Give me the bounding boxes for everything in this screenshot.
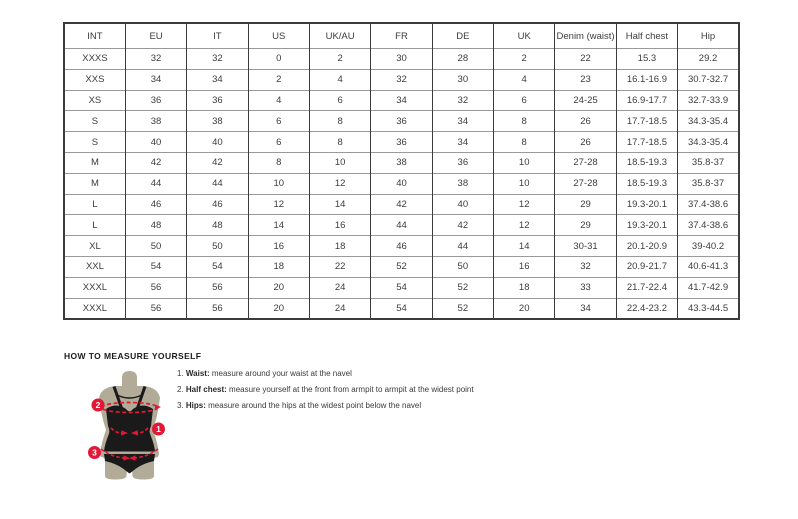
size-value-cell: 56 [187,298,248,319]
size-value-cell: 34.3-35.4 [678,132,739,153]
size-value-cell: 52 [432,277,493,298]
size-value-cell: 10 [309,152,370,173]
size-value-cell: 48 [187,215,248,236]
size-value-cell: 12 [494,194,555,215]
size-value-cell: 4 [494,69,555,90]
size-value-cell: 40.6-41.3 [678,256,739,277]
table-row [64,152,739,173]
size-value-cell: 4 [248,90,309,111]
size-label-cell: XXXL [64,277,125,298]
size-label-cell: XXXS [64,49,125,70]
size-value-cell: 23 [555,69,616,90]
size-value-cell: 8 [494,111,555,132]
table-row [64,194,739,215]
size-value-cell: 20 [494,298,555,319]
size-value-cell: 16.1-16.9 [616,69,677,90]
size-value-cell: 34 [125,69,186,90]
size-label-cell: L [64,215,125,236]
size-value-cell: 30 [432,69,493,90]
size-value-cell: 18 [248,256,309,277]
size-value-cell: 2 [309,49,370,70]
size-value-cell: 54 [371,277,432,298]
size-value-cell: 44 [187,173,248,194]
size-value-cell: 44 [371,215,432,236]
table-row [64,132,739,153]
size-value-cell: 33 [555,277,616,298]
hips-marker-badge [88,446,101,459]
step-number: 1. [177,369,186,378]
step-number: 3. [177,401,186,410]
size-value-cell: 36 [371,132,432,153]
size-value-cell: 42 [187,152,248,173]
chest-marker-badge [92,399,105,412]
size-value-cell: 16 [494,256,555,277]
size-value-cell: 6 [248,132,309,153]
size-value-cell: 10 [494,152,555,173]
size-label-cell: L [64,194,125,215]
table-row [64,215,739,236]
size-value-cell: 32 [187,49,248,70]
size-value-cell: 36 [371,111,432,132]
size-value-cell: 19.3-20.1 [616,215,677,236]
size-value-cell: 34 [187,69,248,90]
size-value-cell: 22 [555,49,616,70]
size-value-cell: 8 [494,132,555,153]
column-header: US [248,23,309,49]
column-header: IT [187,23,248,49]
size-value-cell: 6 [494,90,555,111]
table-row [64,236,739,257]
size-value-cell: 16 [248,236,309,257]
size-value-cell: 14 [309,194,370,215]
size-label-cell: M [64,173,125,194]
table-row [64,111,739,132]
size-value-cell: 30-31 [555,236,616,257]
size-value-cell: 32 [432,90,493,111]
size-value-cell: 50 [125,236,186,257]
size-value-cell: 27-28 [555,152,616,173]
size-value-cell: 54 [371,298,432,319]
size-value-cell: 27-28 [555,173,616,194]
size-value-cell: 14 [248,215,309,236]
step-label: Half chest: [185,385,227,394]
size-value-cell: 37.4-38.6 [678,194,739,215]
size-value-cell: 21.7-22.4 [616,277,677,298]
size-value-cell: 4 [309,69,370,90]
step-number: 2. [177,385,186,394]
size-value-cell: 26 [555,132,616,153]
size-value-cell: 54 [187,256,248,277]
column-header: DE [432,23,493,49]
size-value-cell: 20.9-21.7 [616,256,677,277]
size-value-cell: 24 [309,277,370,298]
column-header: FR [371,23,432,49]
size-label-cell: XL [64,236,125,257]
size-value-cell: 18 [309,236,370,257]
size-value-cell: 22.4-23.2 [616,298,677,319]
size-value-cell: 35.8-37 [678,173,739,194]
svg-text:1: 1 [156,424,161,434]
table-row [64,173,739,194]
size-value-cell: 20 [248,277,309,298]
size-label-cell: XXXL [64,298,125,319]
size-value-cell: 17.7-18.5 [616,111,677,132]
size-value-cell: 32 [555,256,616,277]
size-value-cell: 14 [494,236,555,257]
size-value-cell: 2 [494,49,555,70]
step-text: measure around your waist at the navel [209,369,352,378]
size-value-cell: 20.1-20.9 [616,236,677,257]
table-row [64,90,739,111]
size-value-cell: 29 [555,215,616,236]
size-value-cell: 39-40.2 [678,236,739,257]
size-value-cell: 42 [125,152,186,173]
size-value-cell: 15.3 [616,49,677,70]
size-value-cell: 44 [125,173,186,194]
column-header: EU [125,23,186,49]
table-row [64,256,739,277]
column-header: Half chest [616,23,677,49]
size-value-cell: 34 [432,132,493,153]
size-value-cell: 43.3-44.5 [678,298,739,319]
size-value-cell: 34 [371,90,432,111]
size-value-cell: 46 [371,236,432,257]
size-value-cell: 30.7-32.7 [678,69,739,90]
size-value-cell: 40 [187,132,248,153]
size-value-cell: 34.3-35.4 [678,111,739,132]
column-header: Hip [678,23,739,49]
measure-step [177,370,474,378]
measure-guide-title: HOW TO MEASURE YOURSELF [64,351,202,361]
size-value-cell: 20 [248,298,309,319]
size-value-cell: 29.2 [678,49,739,70]
size-value-cell: 12 [248,194,309,215]
measure-step [177,402,474,410]
table-row [64,298,739,319]
size-value-cell: 40 [125,132,186,153]
size-value-cell: 28 [432,49,493,70]
column-header: INT [87,30,103,42]
size-value-cell: 46 [125,194,186,215]
size-value-cell: 24-25 [555,90,616,111]
size-value-cell: 50 [432,256,493,277]
size-value-cell: 42 [371,194,432,215]
size-value-cell: 38 [371,152,432,173]
size-label-cell: S [64,111,125,132]
size-value-cell: 18.5-19.3 [616,173,677,194]
size-value-cell: 16.9-17.7 [616,90,677,111]
size-value-cell: 10 [494,173,555,194]
size-value-cell: 36 [187,90,248,111]
table-row [64,277,739,298]
size-value-cell: 48 [125,215,186,236]
size-value-cell: 32 [371,69,432,90]
size-value-cell: 46 [187,194,248,215]
size-value-cell: 52 [432,298,493,319]
column-header: UK [494,23,555,49]
size-value-cell: 38 [125,111,186,132]
size-value-cell: 38 [432,173,493,194]
size-value-cell: 6 [309,90,370,111]
size-value-cell: 36 [432,152,493,173]
size-value-cell: 24 [309,298,370,319]
size-value-cell: 32.7-33.9 [678,90,739,111]
size-value-cell: 18 [494,277,555,298]
size-value-cell: 37.4-38.6 [678,215,739,236]
step-text: measure around the hips at the widest point below the navel [205,401,422,410]
size-value-cell: 6 [248,111,309,132]
column-header: Denim (waist) [555,23,616,49]
column-header: UK/AU [309,23,370,49]
size-value-cell: 34 [555,298,616,319]
size-value-cell: 52 [371,256,432,277]
size-value-cell: 8 [309,132,370,153]
measure-step [177,386,474,394]
measure-steps-list [177,370,474,418]
size-value-cell: 22 [309,256,370,277]
table-row [64,69,739,90]
size-value-cell: 50 [187,236,248,257]
size-chart-table [63,22,740,320]
step-label: Hips: [185,401,206,410]
step-text: measure yourself at the front from armpit to armpit at the widest point [226,385,474,394]
size-value-cell: 10 [248,173,309,194]
size-value-cell: 41.7-42.9 [678,277,739,298]
waist-marker-badge [152,423,165,436]
size-value-cell: 44 [432,236,493,257]
size-value-cell: 26 [555,111,616,132]
size-value-cell: 56 [125,298,186,319]
size-value-cell: 30 [371,49,432,70]
size-value-cell: 35.8-37 [678,152,739,173]
size-value-cell: 8 [248,152,309,173]
size-value-cell: 16 [309,215,370,236]
size-value-cell: 40 [371,173,432,194]
size-label-cell: M [64,152,125,173]
size-value-cell: 56 [187,277,248,298]
size-value-cell: 54 [125,256,186,277]
size-value-cell: 42 [432,215,493,236]
size-value-cell: 34 [432,111,493,132]
size-label-cell: XXS [64,69,125,90]
size-value-cell: 19.3-20.1 [616,194,677,215]
table-row [64,49,739,70]
size-label-cell: S [64,132,125,153]
size-value-cell: 40 [432,194,493,215]
size-value-cell: 38 [187,111,248,132]
size-value-cell: 36 [125,90,186,111]
size-value-cell: 0 [248,49,309,70]
size-value-cell: 18.5-19.3 [616,152,677,173]
svg-text:3: 3 [92,447,97,458]
size-value-cell: 12 [309,173,370,194]
size-value-cell: 8 [309,111,370,132]
svg-text:2: 2 [95,400,101,410]
size-value-cell: 56 [125,277,186,298]
size-value-cell: 32 [125,49,186,70]
size-value-cell: 29 [555,194,616,215]
size-value-cell: 2 [248,69,309,90]
table-header-row [64,23,739,49]
size-value-cell: 12 [494,215,555,236]
step-label: Waist: [185,369,210,378]
size-label-cell: XXL [64,256,125,277]
size-value-cell: 17.7-18.5 [616,132,677,153]
size-label-cell: XS [64,90,125,111]
